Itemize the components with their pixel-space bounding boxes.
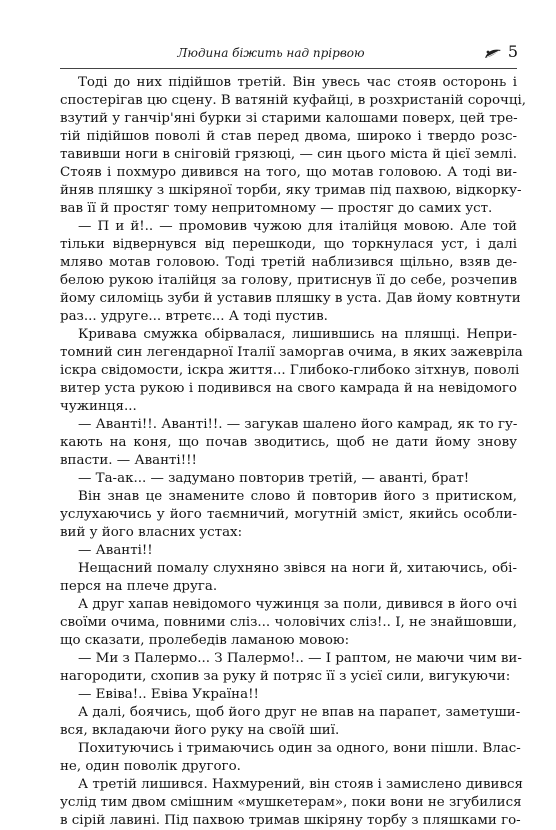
text-line: вий у його власних устах: — [60, 525, 243, 540]
text-line: тільки відвернувся від перешкоди, що торкнулася уст, і далі — [60, 237, 517, 252]
text-line: тавивши ноги в сніговій грязюці, — син цього міста й цієї землі. — [60, 147, 517, 162]
page-header — [60, 42, 526, 68]
text-line: мляво мотав головою. Тоді третій наблизився щільно, взяв де- — [60, 255, 517, 270]
text-line: А далі, боячись, щоб його друг не впав на парапет, заметуши- — [78, 705, 521, 720]
text-line: белою рукою італійця за голову, притиснув її до себе, розчепив — [60, 273, 517, 288]
text-line: Нещасний помалу слухняно звівся на ноги й, хитаючись, обі- — [78, 561, 517, 576]
paragraph — [60, 488, 517, 542]
text-line: — Ми з Палермо... З Палермо!.. — І раптом, не маючи чим ви- — [78, 651, 522, 666]
paragraph — [60, 416, 517, 470]
text-line: — П и й!.. — промовив чужою для італійця мовою. Але той — [78, 219, 517, 234]
text-line: услід тим двом смішним «мушкетерам», поки вони не згубилися — [60, 795, 522, 810]
header-rule — [60, 68, 517, 69]
text-line: йняв пляшку з шкіряної торби, яку тримав під пахвою, відкорку- — [60, 183, 522, 198]
paragraph — [60, 218, 521, 326]
paragraph — [60, 326, 523, 416]
paragraph — [60, 704, 521, 740]
text-line: — Аванті!! — [78, 543, 153, 558]
paragraph — [60, 560, 517, 596]
text-line: — Евіва!.. Евіва Україна!! — [78, 687, 259, 702]
text-line: вав її й простяг тому непритомному — простяг до самих уст. — [60, 201, 493, 216]
text-line: Стояв і похмуро дивився на того, що мотав головою. А тоді ви- — [60, 165, 517, 180]
page-number: 5 — [507, 42, 518, 61]
text-line: чужинця... — [60, 399, 137, 414]
text-line: нагородити, схопив за руку й потряс її з усієї сили, вигукуючи: — [60, 669, 511, 684]
paragraph — [60, 470, 517, 488]
text-line: не, один поволік другого. — [60, 759, 241, 774]
text-line: — Аванті!!. Аванті!!. — загукав шалено його камрад, як то гу- — [78, 417, 518, 432]
text-line: перся на плече друга. — [60, 579, 218, 594]
text-line: взутий у ганчір'яні бурки зі старими калошами поверх, цей тре- — [60, 111, 518, 126]
text-line: йому силоміць зуби й уставив пляшку в уста. Дав йому ковтнути — [60, 291, 521, 306]
text-line: іскра свідомости, іскра життя... Глибоко-глибоко зітхнув, поволі — [60, 363, 520, 378]
text-line: витер уста рукою і подивився на свого камрада й на невідомого — [60, 381, 517, 396]
paragraph — [60, 740, 521, 776]
text-line: томний син легендарної Італії заморгав очима, в яких зажевріла — [60, 345, 523, 360]
text-line: А друг хапав невідомого чужинця за поли, дивився в його очі — [78, 597, 517, 612]
text-line: услухаючись у його таємничий, могутній зміст, якийсь особли- — [60, 507, 517, 522]
text-line: в сірій лавині. Під пахвою тримав шкіряну торбу з пляшками го- — [60, 813, 521, 828]
text-line: своїми очима, повними сліз... чоловічих сліз!.. І, не знайшовши, — [60, 615, 517, 630]
paragraph — [60, 596, 517, 650]
paragraph — [60, 686, 517, 704]
leaf-ornament-icon — [484, 48, 502, 60]
text-line: тій підійшов поволі й став перед двома, широко і твердо розс- — [60, 129, 517, 144]
text-line: впасти. — Аванті!!! — [60, 453, 197, 468]
text-line: Він знав це знамените слово й повторив його з притиском, — [78, 489, 517, 504]
paragraph — [60, 542, 517, 560]
body-text — [60, 74, 527, 830]
text-line: спостерігав цю сцену. В ватяній куфайці, в розхристаній сорочці, — [60, 93, 527, 108]
paragraph — [60, 776, 523, 830]
text-line: Кривава смужка обірвалася, лишившись на пляшці. Непри- — [78, 327, 517, 342]
text-line: раз... удруге... втретє... А тоді пустив. — [60, 309, 328, 324]
text-line: вся, вкладаючи його руку на своїй шиї. — [60, 723, 340, 738]
paragraph — [60, 650, 522, 686]
text-line: — Та-ак... — задумано повторив третій, — аванті, брат! — [78, 471, 470, 486]
text-line: Тоді до них підійшов третій. Він увесь час стояв осторонь і — [78, 75, 517, 90]
text-line: що сказати, пролебедів ламаною мовою: — [60, 633, 350, 648]
text-line: Похитуючись і тримаючись один за одного, вони пішли. Влас- — [78, 741, 521, 756]
text-line: А третій лишився. Нахмурений, він стояв і замислено дивився — [78, 777, 523, 792]
text-line: кають на коня, що почав зводитись, щоб не дати йому знову — [60, 435, 517, 450]
paragraph — [60, 74, 527, 218]
running-title: Людина біжить над прірвою — [177, 46, 365, 60]
